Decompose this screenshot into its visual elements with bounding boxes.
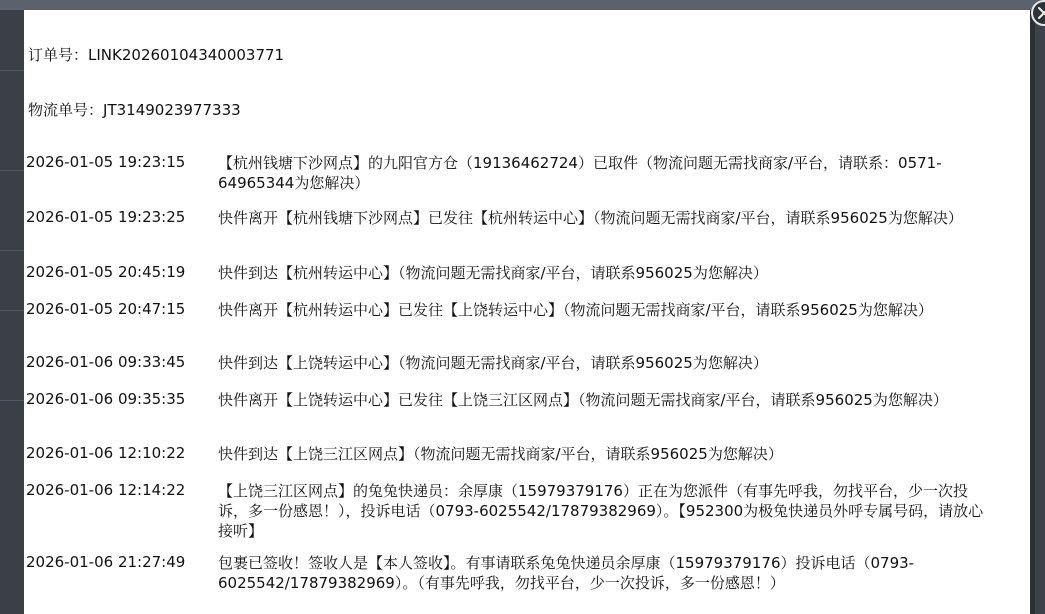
divider [0,70,24,71]
event-description: 快件到达【上饶转运中心】（物流问题无需找商家/平台，请联系956025为您解决） [218,354,768,372]
event-description: 【上饶三江区网点】的兔兔快递员：余厚康（15979379176）正在为您派件（有事先呼我，勿找平台，少一次投诉，多一份感恩！），投诉电话（0793-6025542/17879382969）。【952300为极兔快递员外呼专属号码，请放心接听】 [218,482,984,540]
event-time: 2026-01-05 19:23:25 [26,208,186,226]
event-description: 快件到达【杭州转运中心】（物流问题无需找商家/平台，请联系956025为您解决） [218,264,768,282]
event-time: 2026-01-05 19:23:15 [26,153,186,171]
event-description: 快件离开【杭州转运中心】已发往【上饶转运中心】（物流问题无需找商家/平台，请联系956025为您解决） [218,301,933,319]
event-description: 快件离开【上饶转运中心】已发往【上饶三江区网点】（物流问题无需找商家/平台，请联系956025为您解决） [218,391,948,409]
tracking-number-label: 物流单号： [28,101,104,119]
event-description: 包裹已签收！签收人是【本人签收】。有事请联系兔兔快递员余厚康（15979379176）投诉电话（0793-6025542/17879382969）。（有事先呼我，勿找平台，少一次投诉，多一份感恩！） [218,554,915,592]
background-toolbar [0,0,1045,10]
event-time: 2026-01-06 09:35:35 [26,390,186,408]
divider [0,170,24,171]
event-time: 2026-01-06 21:27:49 [26,553,186,571]
divider [0,400,24,401]
order-number-label: 订单号： [28,46,89,64]
logistics-tracking-dialog [24,10,1030,614]
order-number-value: LINK20260104340003771 [88,46,285,64]
event-time: 2026-01-05 20:47:15 [26,300,186,318]
event-description: 【杭州钱塘下沙网点】的九阳官方仓（19136462724）已取件（物流问题无需找商家/平台，请联系：0571-64965344为您解决） [218,154,942,192]
event-time: 2026-01-06 12:10:22 [26,444,186,462]
event-time: 2026-01-06 12:14:22 [26,481,186,499]
tracking-number-row [28,99,241,120]
background-left-panel [0,10,24,614]
close-icon [1038,7,1045,19]
event-time: 2026-01-05 20:45:19 [26,263,186,281]
tracking-number-value: JT3149023977333 [103,101,241,119]
event-description: 快件到达【上饶三江区网点】（物流问题无需找商家/平台，请联系956025为您解决） [218,445,783,463]
divider [0,310,24,311]
order-number-row [28,44,284,65]
event-description: 快件离开【杭州钱塘下沙网点】已发往【杭州转运中心】（物流问题无需找商家/平台，请联系956025为您解决） [218,209,963,227]
divider [0,250,24,251]
event-time: 2026-01-06 09:33:45 [26,353,186,371]
background-right-panel [1035,10,1045,614]
